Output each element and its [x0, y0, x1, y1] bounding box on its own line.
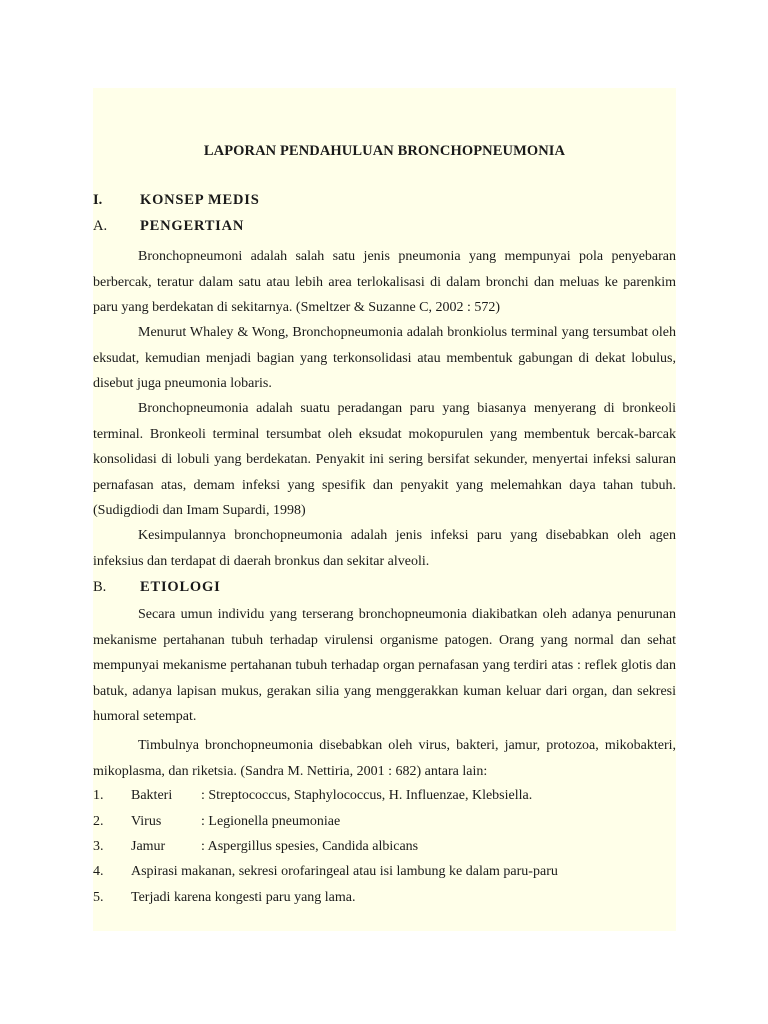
paragraph: Bronchopneumonia adalah suatu peradangan paru yang biasanya menyerang di bronkeoli terminal. Bronkeoli terminal tersumbat oleh eksudat mokopurulen yang membentuk bercak-barcak konsolidasi di lobuli yang berdekatan. Penyakit ini sering bersifat sekunder, menyertai infeksi saluran pernafasan atas, demam infeksi yang spesifik dan penyakit yang melemahkan daya tahan tubuh.(Sudigdiodi dan Imam Supardi, 1998)	[93, 401, 676, 518]
section-number: B.	[93, 579, 107, 595]
paragraph: Secara umun individu yang terserang bronchopneumonia diakibatkan oleh adanya penurunan mekanisme pertahanan tubuh terhadap virulensi organisme patogen. Orang yang normal dan sehat mempunyai mekanisme pertahanan tubuh terhadap organ pernafasan yang terdiri atas : reflek glotis dan batuk, adanya lapisan mukus, gerakan silia yang menggerakkan kuman keluar dari organ, dan sekresi humoral setempat.	[93, 607, 676, 724]
list-description: : Legionella pneumoniae	[201, 814, 341, 829]
list-term: Virus	[131, 814, 162, 829]
document-title: LAPORAN PENDAHULUAN BRONCHOPNEUMONIA	[203, 143, 566, 159]
list-description: : Aspergillus spesies, Candida albicans	[201, 839, 419, 854]
paragraph: Timbulnya bronchopneumonia disebabkan oleh virus, bakteri, jamur, protozoa, mikobakteri, mikoplasma, dan riketsia. (Sandra M. Nettiria, 2001 : 682) antara lain:	[93, 738, 676, 779]
list-item	[93, 839, 418, 855]
list-item	[93, 788, 532, 804]
list-description: Terjadi karena kongesti paru yang lama.	[131, 890, 356, 905]
list-term: Jamur	[131, 839, 166, 854]
paragraph: Bronchopneumoni adalah salah satu jenis pneumonia yang mempunyai pola penyebaran berbercak, teratur dalam satu atau lebih area terlokalisasi di dalam bronchi dan meluas ke parenkim paru yang berdekatan di sekitarnya. (Smeltzer & Suzanne C, 2002 : 572)	[93, 249, 676, 315]
section-title: KONSEP MEDIS	[140, 192, 260, 208]
list-number: 4.	[93, 864, 104, 879]
section-title: PENGERTIAN	[140, 218, 245, 234]
list-term: Bakteri	[131, 788, 173, 803]
list-description: Aspirasi makanan, sekresi orofaringeal atau isi lambung ke dalam paru-paru	[131, 864, 558, 879]
list-item	[93, 864, 558, 880]
section-title: ETIOLOGI	[140, 579, 221, 595]
list-item	[93, 814, 340, 830]
list-number: 5.	[93, 890, 104, 905]
section-heading-etiologi	[93, 579, 221, 596]
section-heading-konsep-medis	[93, 192, 260, 209]
section-number: I.	[93, 192, 103, 208]
paragraph: Menurut Whaley & Wong, Bronchopneumonia adalah bronkiolus terminal yang tersumbat oleh eksudat, kemudian menjadi bagian yang terkonsolidasi atau membentuk gabungan di dekat lobulus, disebut juga pneumonia lobaris.	[93, 325, 676, 391]
paragraph: Kesimpulannya bronchopneumonia adalah jenis infeksi paru yang disebabkan oleh agen infeksius dan terdapat di daerah bronkus dan sekitar alveoli.	[93, 528, 676, 569]
list-number: 1.	[93, 788, 104, 803]
document-page	[93, 88, 676, 931]
list-number: 2.	[93, 814, 104, 829]
section-number: A.	[93, 218, 108, 234]
list-item	[93, 890, 356, 906]
list-number: 3.	[93, 839, 104, 854]
list-description: : Streptococcus, Staphylococcus, H. Influenzae, Klebsiella.	[201, 788, 533, 803]
section-heading-pengertian	[93, 218, 244, 235]
